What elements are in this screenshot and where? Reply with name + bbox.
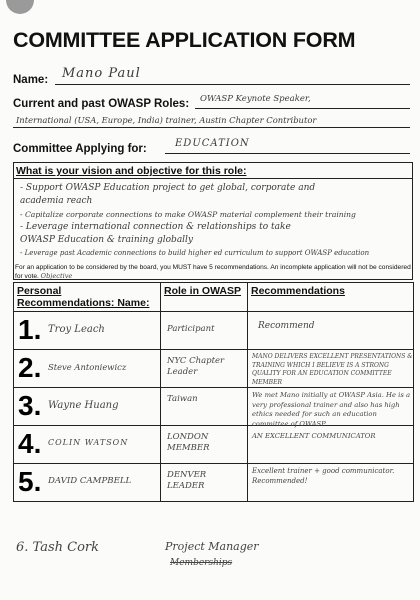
name-value: Mano Paul bbox=[62, 66, 141, 81]
vision-heading: What is your vision and objective for this role: bbox=[16, 165, 247, 177]
row-number: 1. bbox=[18, 314, 42, 345]
extra-role: Project Manager bbox=[165, 540, 259, 553]
recommender-name: COLIN WATSON bbox=[48, 438, 129, 447]
rec-name-cell bbox=[14, 312, 161, 350]
recommender-name: Troy Leach bbox=[48, 324, 105, 335]
committee-line bbox=[165, 153, 410, 154]
vision-line: - Support OWASP Education project to get global, corporate and bbox=[20, 183, 316, 193]
row-number: 5. bbox=[18, 466, 42, 497]
table-row bbox=[14, 350, 414, 388]
recommender-name: Wayne Huang bbox=[48, 400, 119, 411]
rec-text-cell bbox=[248, 312, 414, 350]
recommender-name: DAVID CAMPBELL bbox=[48, 476, 132, 486]
vision-line: OWASP Education & training globally bbox=[20, 235, 194, 245]
row-number: 4. bbox=[18, 428, 42, 459]
vision-separator bbox=[13, 178, 413, 179]
form-title: COMMITTEE APPLICATION FORM bbox=[13, 28, 356, 52]
row-number: 3. bbox=[18, 390, 42, 421]
header-role: Role in OWASP bbox=[161, 283, 248, 312]
recommender-role: LONDON MEMBER bbox=[167, 432, 210, 453]
recommendation-text: We met Mano initially at OWASP Asia. He is a very professional trainer and also has high ethics needed for such an education committee of OWASP bbox=[252, 391, 411, 428]
recommendation-text: Excellent trainer + good communicator. Recommended! bbox=[252, 467, 395, 485]
recommender-name: Steve Antoniewicz bbox=[48, 362, 127, 372]
rec-name-cell bbox=[14, 426, 161, 464]
vision-line: academia reach bbox=[20, 196, 93, 206]
name-label: Name: bbox=[13, 74, 49, 86]
rec-text-cell bbox=[248, 388, 414, 426]
table-row bbox=[14, 312, 414, 350]
recommendation-text: Recommend bbox=[258, 321, 315, 331]
roles-value-line1: OWASP Keynote Speaker, bbox=[200, 94, 311, 104]
rec-name-cell bbox=[14, 388, 161, 426]
table-row bbox=[14, 426, 414, 464]
committee-value: EDUCATION bbox=[175, 138, 250, 149]
rec-text-cell bbox=[248, 426, 414, 464]
rec-text-cell bbox=[248, 464, 414, 502]
punch-hole bbox=[6, 0, 34, 14]
table-row bbox=[14, 388, 414, 426]
recommender-role: Taiwan bbox=[167, 394, 198, 404]
vision-line: - Leverage international connection & relationships to take bbox=[20, 222, 291, 232]
rec-role-cell bbox=[161, 388, 248, 426]
row-number: 2. bbox=[18, 352, 42, 383]
recommender-role: NYC Chapter Leader bbox=[167, 356, 225, 377]
rec-text-cell bbox=[248, 350, 414, 388]
table-row bbox=[14, 464, 414, 502]
vision-line: - Capitalize corporate connections to make OWASP material complement their training bbox=[20, 210, 356, 219]
roles-line-2 bbox=[13, 127, 410, 128]
recommendations-table bbox=[13, 282, 414, 502]
recommender-role: Participant bbox=[167, 324, 215, 334]
extra-signature: Memberships bbox=[170, 558, 233, 568]
vision-line: - Leverage past Academic connections to build higher ed curriculum to support OWASP education bbox=[20, 249, 370, 257]
rec-role-cell bbox=[161, 464, 248, 502]
note-overlay: Objective bbox=[40, 272, 73, 280]
table-header-row bbox=[14, 283, 414, 312]
rec-role-cell bbox=[161, 426, 248, 464]
roles-value-line2: International (USA, Europe, India) trainer, Austin Chapter Contributor bbox=[16, 115, 317, 125]
name-line bbox=[55, 84, 410, 85]
recommendation-text: MANO DELIVERS EXCELLENT PRESENTATIONS & TRAINING WHICH I BELIEVE IS A STRONG QUALITY FOR AN EDUCATION COMMITTEE MEMBER bbox=[252, 353, 413, 386]
rec-role-cell bbox=[161, 312, 248, 350]
recommendation-note: For an application to be considered by the board, you MUST have 5 recommendations. An incomplete application will not be considered for vote. Objective bbox=[15, 264, 411, 280]
rec-name-cell bbox=[14, 464, 161, 502]
header-recommendations: Recommendations bbox=[248, 283, 414, 312]
extra-recommender: 6. Tash Cork bbox=[16, 540, 99, 555]
roles-label: Current and past OWASP Roles: bbox=[13, 98, 190, 110]
roles-line-1 bbox=[195, 108, 410, 109]
committee-label: Committee Applying for: bbox=[13, 143, 147, 155]
recommendation-text: AN EXCELLENT COMMUNICATOR bbox=[252, 432, 376, 440]
recommender-role: DENVER LEADER bbox=[167, 470, 207, 491]
rec-role-cell bbox=[161, 350, 248, 388]
rec-name-cell bbox=[14, 350, 161, 388]
header-name: Personal Recommendations: Name: bbox=[14, 283, 161, 312]
